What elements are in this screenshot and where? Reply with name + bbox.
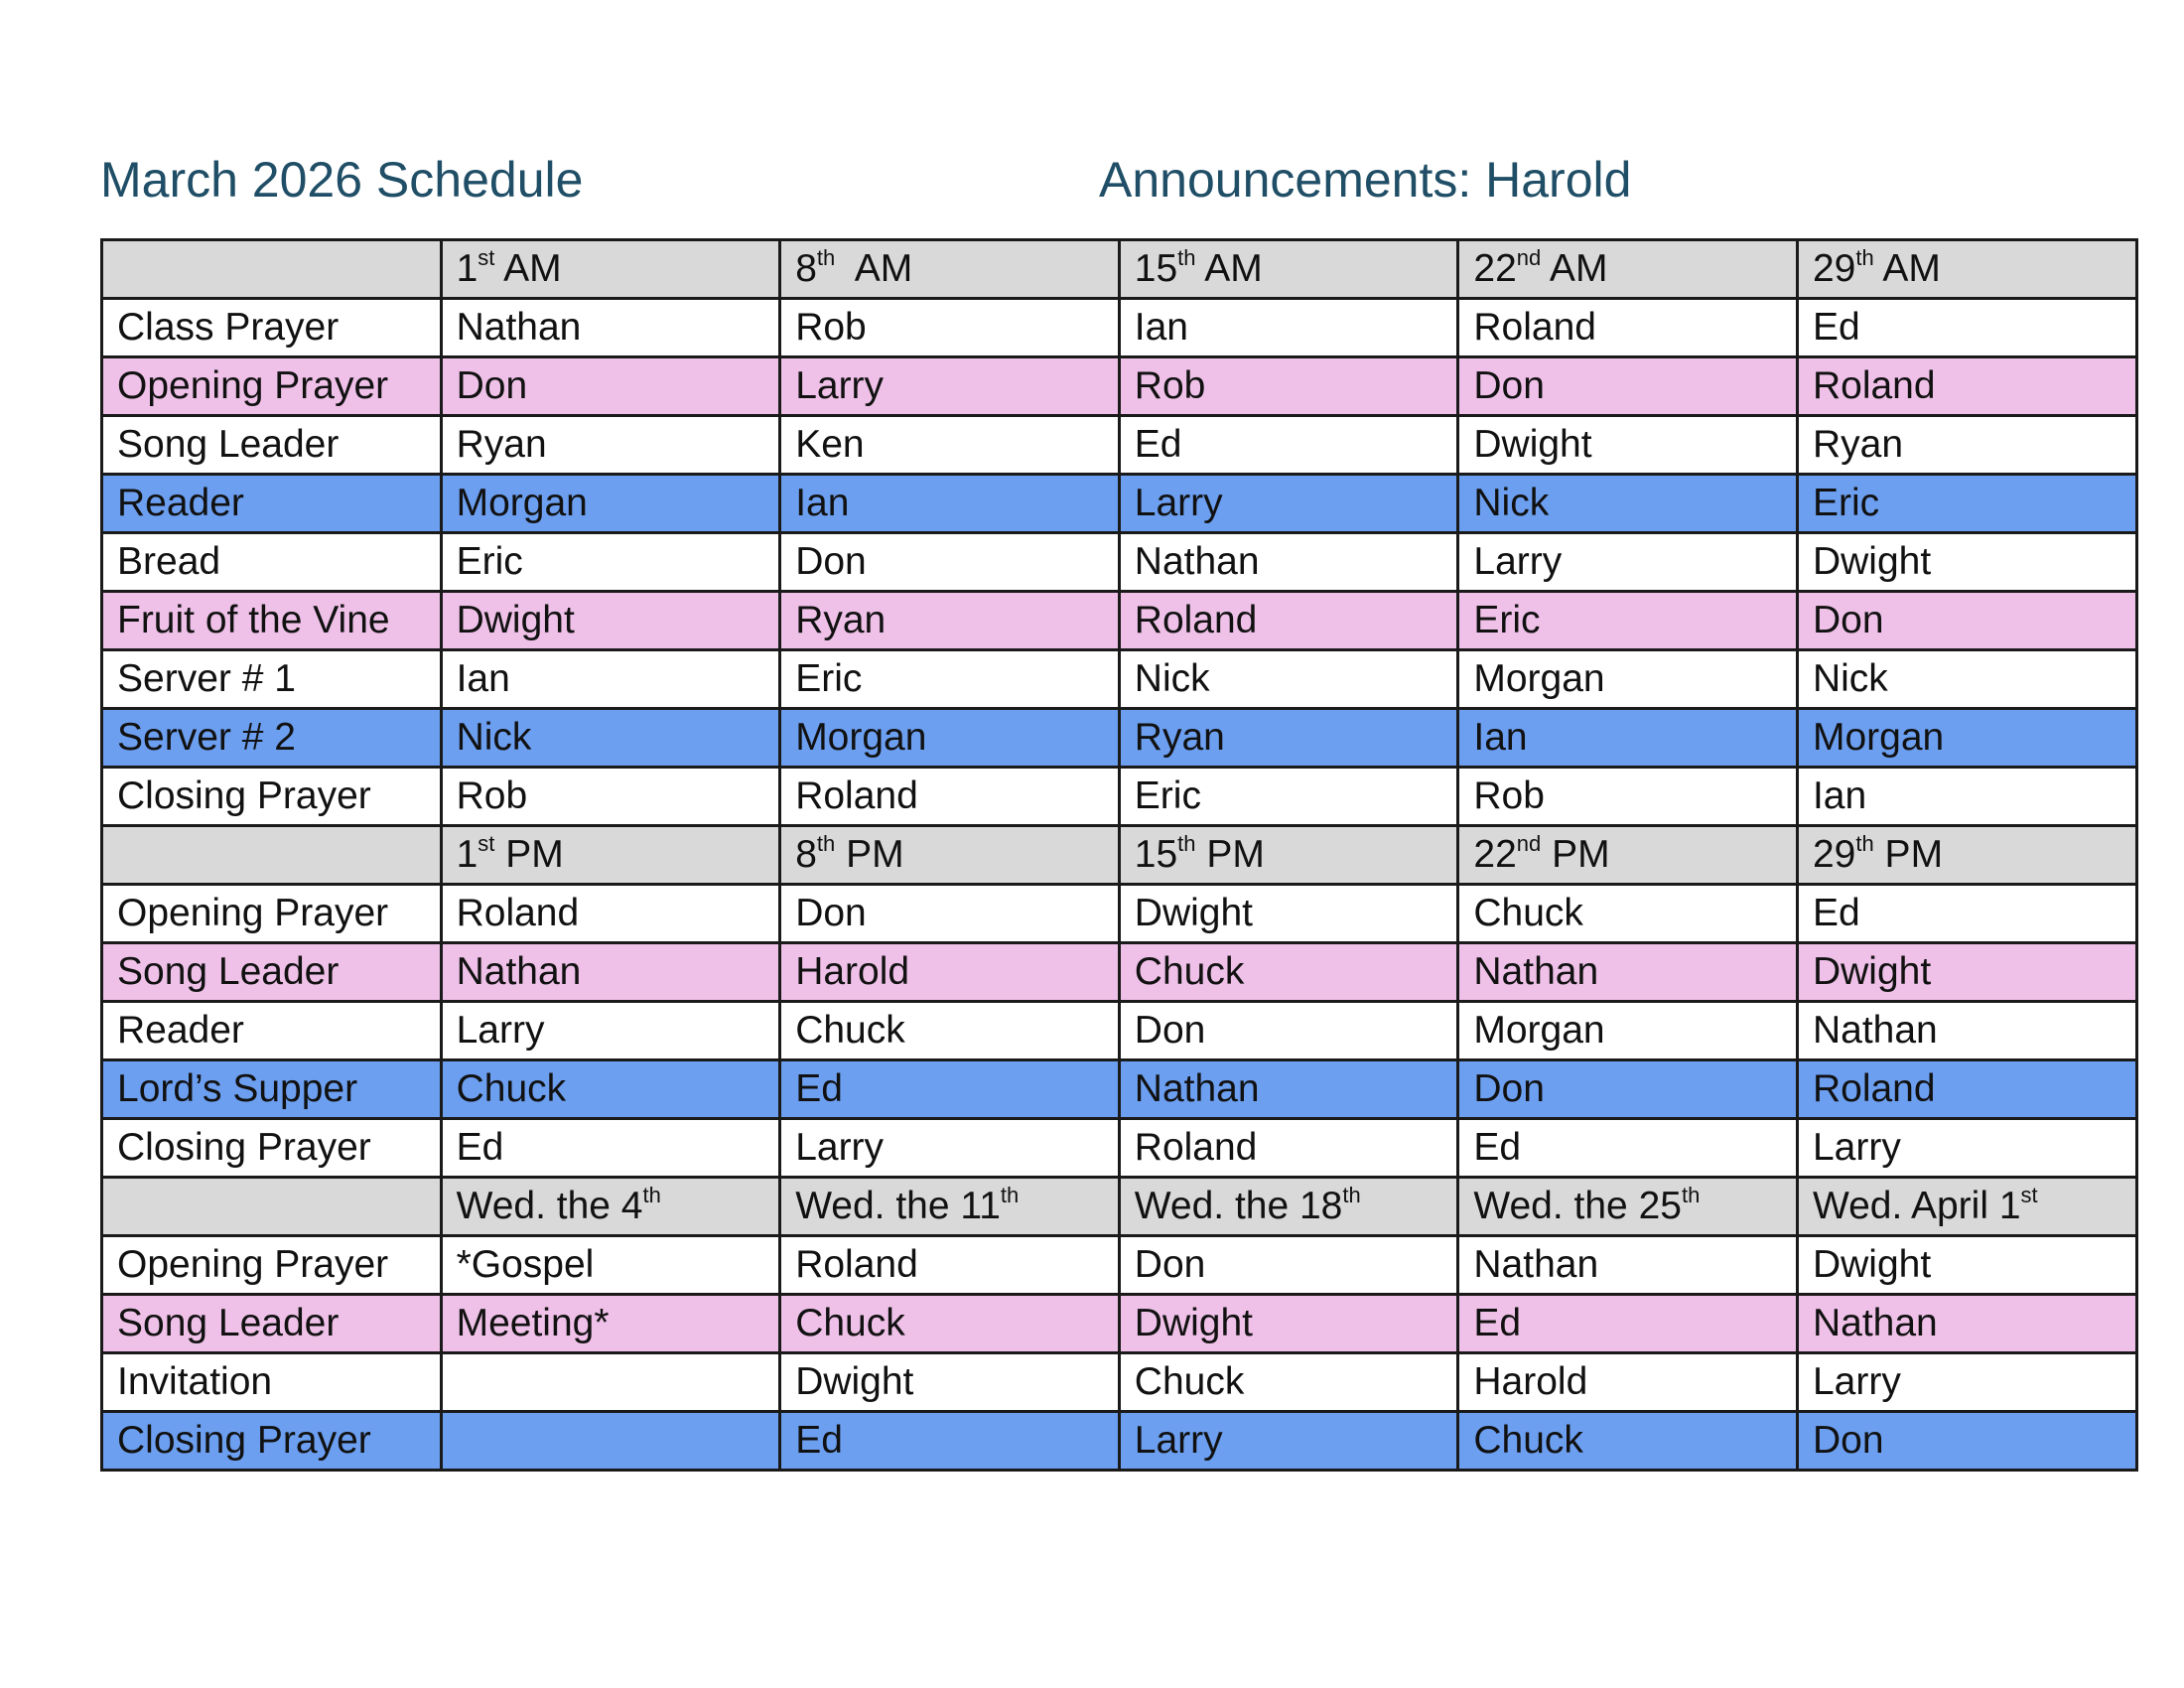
assignee-cell: Ed (1797, 299, 2136, 357)
date-header-cell (780, 240, 1120, 299)
table-row (102, 1002, 2137, 1060)
assignee-cell: *Gospel (441, 1236, 780, 1295)
date-header-ordinal: th (1681, 1183, 1701, 1207)
assignee-cell: Larry (1119, 475, 1458, 533)
date-header-main: Wed. the 18 (1134, 1185, 1343, 1227)
assignee-cell: Ian (1119, 299, 1458, 357)
assignee-cell: Nick (441, 709, 780, 768)
date-header-service: AM (1541, 247, 1608, 290)
assignee-cell: Don (1797, 592, 2136, 650)
date-header-main: Wed. the 11 (795, 1185, 1001, 1227)
date-header-ordinal: th (1855, 831, 1874, 856)
assignee-cell: Don (1797, 1412, 2136, 1471)
assignee-cell: Don (780, 533, 1120, 592)
date-header-service: PM (494, 833, 564, 876)
table-row (102, 768, 2137, 826)
table-row (102, 475, 2137, 533)
assignee-cell: Larry (780, 1119, 1120, 1178)
assignee-cell: Dwight (1458, 416, 1798, 475)
assignee-cell: Roland (1797, 357, 2136, 416)
assignee-cell: Dwight (1119, 885, 1458, 943)
assignee-cell: Rob (1119, 357, 1458, 416)
assignee-cell: Meeting* (441, 1295, 780, 1353)
assignee-cell: Roland (1458, 299, 1798, 357)
date-header-main: 8 (795, 247, 817, 290)
assignee-cell: Ed (780, 1412, 1120, 1471)
table-row (102, 709, 2137, 768)
table-row (102, 1236, 2137, 1295)
assignee-cell: Roland (1119, 1119, 1458, 1178)
date-header-ordinal: th (1342, 1183, 1361, 1207)
date-header-cell (1119, 1178, 1458, 1236)
assignee-cell: Nick (1797, 650, 2136, 709)
assignee-cell: Chuck (780, 1002, 1120, 1060)
assignee-cell: Dwight (1119, 1295, 1458, 1353)
table-row (102, 299, 2137, 357)
table-row (102, 1353, 2137, 1412)
date-header-main: 1 (456, 833, 478, 876)
assignee-cell: Dwight (441, 592, 780, 650)
schedule-table (100, 238, 2138, 1472)
assignee-cell: Larry (1458, 533, 1798, 592)
date-header-service: PM (1873, 833, 1944, 876)
assignee-cell: Roland (1119, 592, 1458, 650)
role-cell: Song Leader (102, 943, 442, 1002)
role-cell: Opening Prayer (102, 357, 442, 416)
role-cell: Closing Prayer (102, 768, 442, 826)
assignee-cell: Ed (1458, 1295, 1798, 1353)
assignee-cell: Eric (441, 533, 780, 592)
assignee-cell: Rob (780, 299, 1120, 357)
assignee-cell: Nathan (441, 943, 780, 1002)
date-header-ordinal: th (1855, 245, 1874, 270)
assignee-cell: Larry (441, 1002, 780, 1060)
date-header-main: 1 (456, 247, 478, 290)
page-title: March 2026 Schedule (100, 152, 584, 208)
date-header-main: Wed. the 4 (456, 1185, 643, 1227)
date-header-cell (1458, 240, 1798, 299)
assignee-cell: Eric (1119, 768, 1458, 826)
assignee-cell: Nathan (1797, 1002, 2136, 1060)
assignee-cell: Don (780, 885, 1120, 943)
header-blank-cell (102, 1178, 442, 1236)
role-cell: Class Prayer (102, 299, 442, 357)
assignee-cell: Morgan (780, 709, 1120, 768)
assignee-cell: Ian (1458, 709, 1798, 768)
date-header-ordinal: th (1177, 831, 1196, 856)
assignee-cell: Don (441, 357, 780, 416)
assignee-cell: Ed (1797, 885, 2136, 943)
assignee-cell: Dwight (1797, 943, 2136, 1002)
assignee-cell: Eric (1797, 475, 2136, 533)
role-cell: Song Leader (102, 1295, 442, 1353)
role-cell: Song Leader (102, 416, 442, 475)
date-header-cell (780, 1178, 1120, 1236)
assignee-cell: Eric (780, 650, 1120, 709)
date-header-ordinal: nd (1516, 245, 1542, 270)
date-header-ordinal: th (816, 245, 836, 270)
date-header-ordinal: nd (1516, 831, 1542, 856)
assignee-cell: Morgan (1458, 650, 1798, 709)
assignee-cell (441, 1353, 780, 1412)
assignee-cell: Larry (780, 357, 1120, 416)
assignee-cell: Don (1458, 357, 1798, 416)
assignee-cell: Chuck (780, 1295, 1120, 1353)
assignee-cell: Nathan (441, 299, 780, 357)
assignee-cell: Nick (1458, 475, 1798, 533)
table-row (102, 1060, 2137, 1119)
assignee-cell: Chuck (1119, 1353, 1458, 1412)
assignee-cell: Ed (1458, 1119, 1798, 1178)
assignee-cell: Don (1119, 1002, 1458, 1060)
date-header-cell (1797, 826, 2136, 885)
assignee-cell: Chuck (441, 1060, 780, 1119)
assignee-cell: Dwight (780, 1353, 1120, 1412)
assignee-cell: Ian (441, 650, 780, 709)
table-row (102, 1119, 2137, 1178)
date-header-ordinal: st (478, 831, 495, 856)
assignee-cell: Ed (780, 1060, 1120, 1119)
assignee-cell: Nathan (1119, 533, 1458, 592)
role-cell: Fruit of the Vine (102, 592, 442, 650)
assignee-cell: Larry (1797, 1353, 2136, 1412)
date-header-cell (1797, 240, 2136, 299)
assignee-cell: Nathan (1458, 943, 1798, 1002)
assignee-cell: Eric (1458, 592, 1798, 650)
date-header-cell (1119, 826, 1458, 885)
announcements-heading: Announcements: Harold (1099, 152, 1632, 208)
date-header-ordinal: th (1177, 245, 1196, 270)
wed-header-row (102, 1178, 2137, 1236)
assignee-cell: Rob (441, 768, 780, 826)
assignee-cell: Ryan (441, 416, 780, 475)
date-header-main: 29 (1812, 247, 1856, 290)
table-row (102, 885, 2137, 943)
date-header-ordinal: st (478, 245, 495, 270)
date-header-service: PM (1195, 833, 1265, 876)
assignee-cell: Nick (1119, 650, 1458, 709)
assignee-cell: Roland (780, 1236, 1120, 1295)
assignee-cell: Ian (780, 475, 1120, 533)
assignee-cell: Ryan (780, 592, 1120, 650)
assignee-cell: Roland (780, 768, 1120, 826)
date-header-service: AM (835, 247, 913, 290)
assignee-cell: Ryan (1797, 416, 2136, 475)
table-row (102, 943, 2137, 1002)
assignee-cell: Chuck (1119, 943, 1458, 1002)
assignee-cell: Morgan (441, 475, 780, 533)
role-cell: Reader (102, 475, 442, 533)
date-header-cell (441, 240, 780, 299)
role-cell: Lord’s Supper (102, 1060, 442, 1119)
date-header-main: Wed. the 25 (1473, 1185, 1682, 1227)
assignee-cell: Chuck (1458, 885, 1798, 943)
role-cell: Closing Prayer (102, 1119, 442, 1178)
assignee-cell: Larry (1119, 1412, 1458, 1471)
date-header-service: AM (1873, 247, 1941, 290)
header-blank-cell (102, 826, 442, 885)
assignee-cell (441, 1412, 780, 1471)
date-header-service: AM (1195, 247, 1263, 290)
assignee-cell: Harold (780, 943, 1120, 1002)
assignee-cell: Roland (1797, 1060, 2136, 1119)
assignee-cell: Don (1119, 1236, 1458, 1295)
assignee-cell: Dwight (1797, 533, 2136, 592)
date-header-cell (1458, 1178, 1798, 1236)
date-header-service: PM (835, 833, 904, 876)
assignee-cell: Ed (1119, 416, 1458, 475)
assignee-cell: Ken (780, 416, 1120, 475)
role-cell: Invitation (102, 1353, 442, 1412)
am-header-row (102, 240, 2137, 299)
date-header-main: 15 (1134, 247, 1178, 290)
date-header-main: 15 (1134, 833, 1178, 876)
date-header-ordinal: th (816, 831, 836, 856)
date-header-main: 29 (1812, 833, 1856, 876)
assignee-cell: Chuck (1458, 1412, 1798, 1471)
date-header-ordinal: th (1000, 1183, 1020, 1207)
assignee-cell: Ryan (1119, 709, 1458, 768)
assignee-cell: Don (1458, 1060, 1798, 1119)
assignee-cell: Morgan (1458, 1002, 1798, 1060)
date-header-cell (1458, 826, 1798, 885)
date-header-service: AM (494, 247, 562, 290)
date-header-cell (1797, 1178, 2136, 1236)
assignee-cell: Roland (441, 885, 780, 943)
table-row (102, 650, 2137, 709)
table-row (102, 1295, 2137, 1353)
assignee-cell: Rob (1458, 768, 1798, 826)
assignee-cell: Dwight (1797, 1236, 2136, 1295)
role-cell: Server # 2 (102, 709, 442, 768)
assignee-cell: Nathan (1119, 1060, 1458, 1119)
role-cell: Closing Prayer (102, 1412, 442, 1471)
date-header-cell (1119, 240, 1458, 299)
date-header-main: 22 (1473, 833, 1517, 876)
table-row (102, 357, 2137, 416)
header-blank-cell (102, 240, 442, 299)
table-row (102, 1412, 2137, 1471)
date-header-main: 8 (795, 833, 817, 876)
role-cell: Reader (102, 1002, 442, 1060)
date-header-cell (780, 826, 1120, 885)
date-header-ordinal: st (2020, 1183, 2038, 1207)
role-cell: Bread (102, 533, 442, 592)
date-header-cell (441, 1178, 780, 1236)
assignee-cell: Nathan (1797, 1295, 2136, 1353)
role-cell: Server # 1 (102, 650, 442, 709)
table-row (102, 416, 2137, 475)
assignee-cell: Larry (1797, 1119, 2136, 1178)
role-cell: Opening Prayer (102, 885, 442, 943)
table-row (102, 533, 2137, 592)
date-header-main: Wed. April 1 (1812, 1185, 2021, 1227)
assignee-cell: Morgan (1797, 709, 2136, 768)
role-cell: Opening Prayer (102, 1236, 442, 1295)
date-header-main: 22 (1473, 247, 1517, 290)
assignee-cell: Ed (441, 1119, 780, 1178)
pm-header-row (102, 826, 2137, 885)
date-header-service: PM (1541, 833, 1610, 876)
date-header-ordinal: th (642, 1183, 661, 1207)
date-header-cell (441, 826, 780, 885)
table-row (102, 592, 2137, 650)
assignee-cell: Nathan (1458, 1236, 1798, 1295)
assignee-cell: Ian (1797, 768, 2136, 826)
assignee-cell: Harold (1458, 1353, 1798, 1412)
